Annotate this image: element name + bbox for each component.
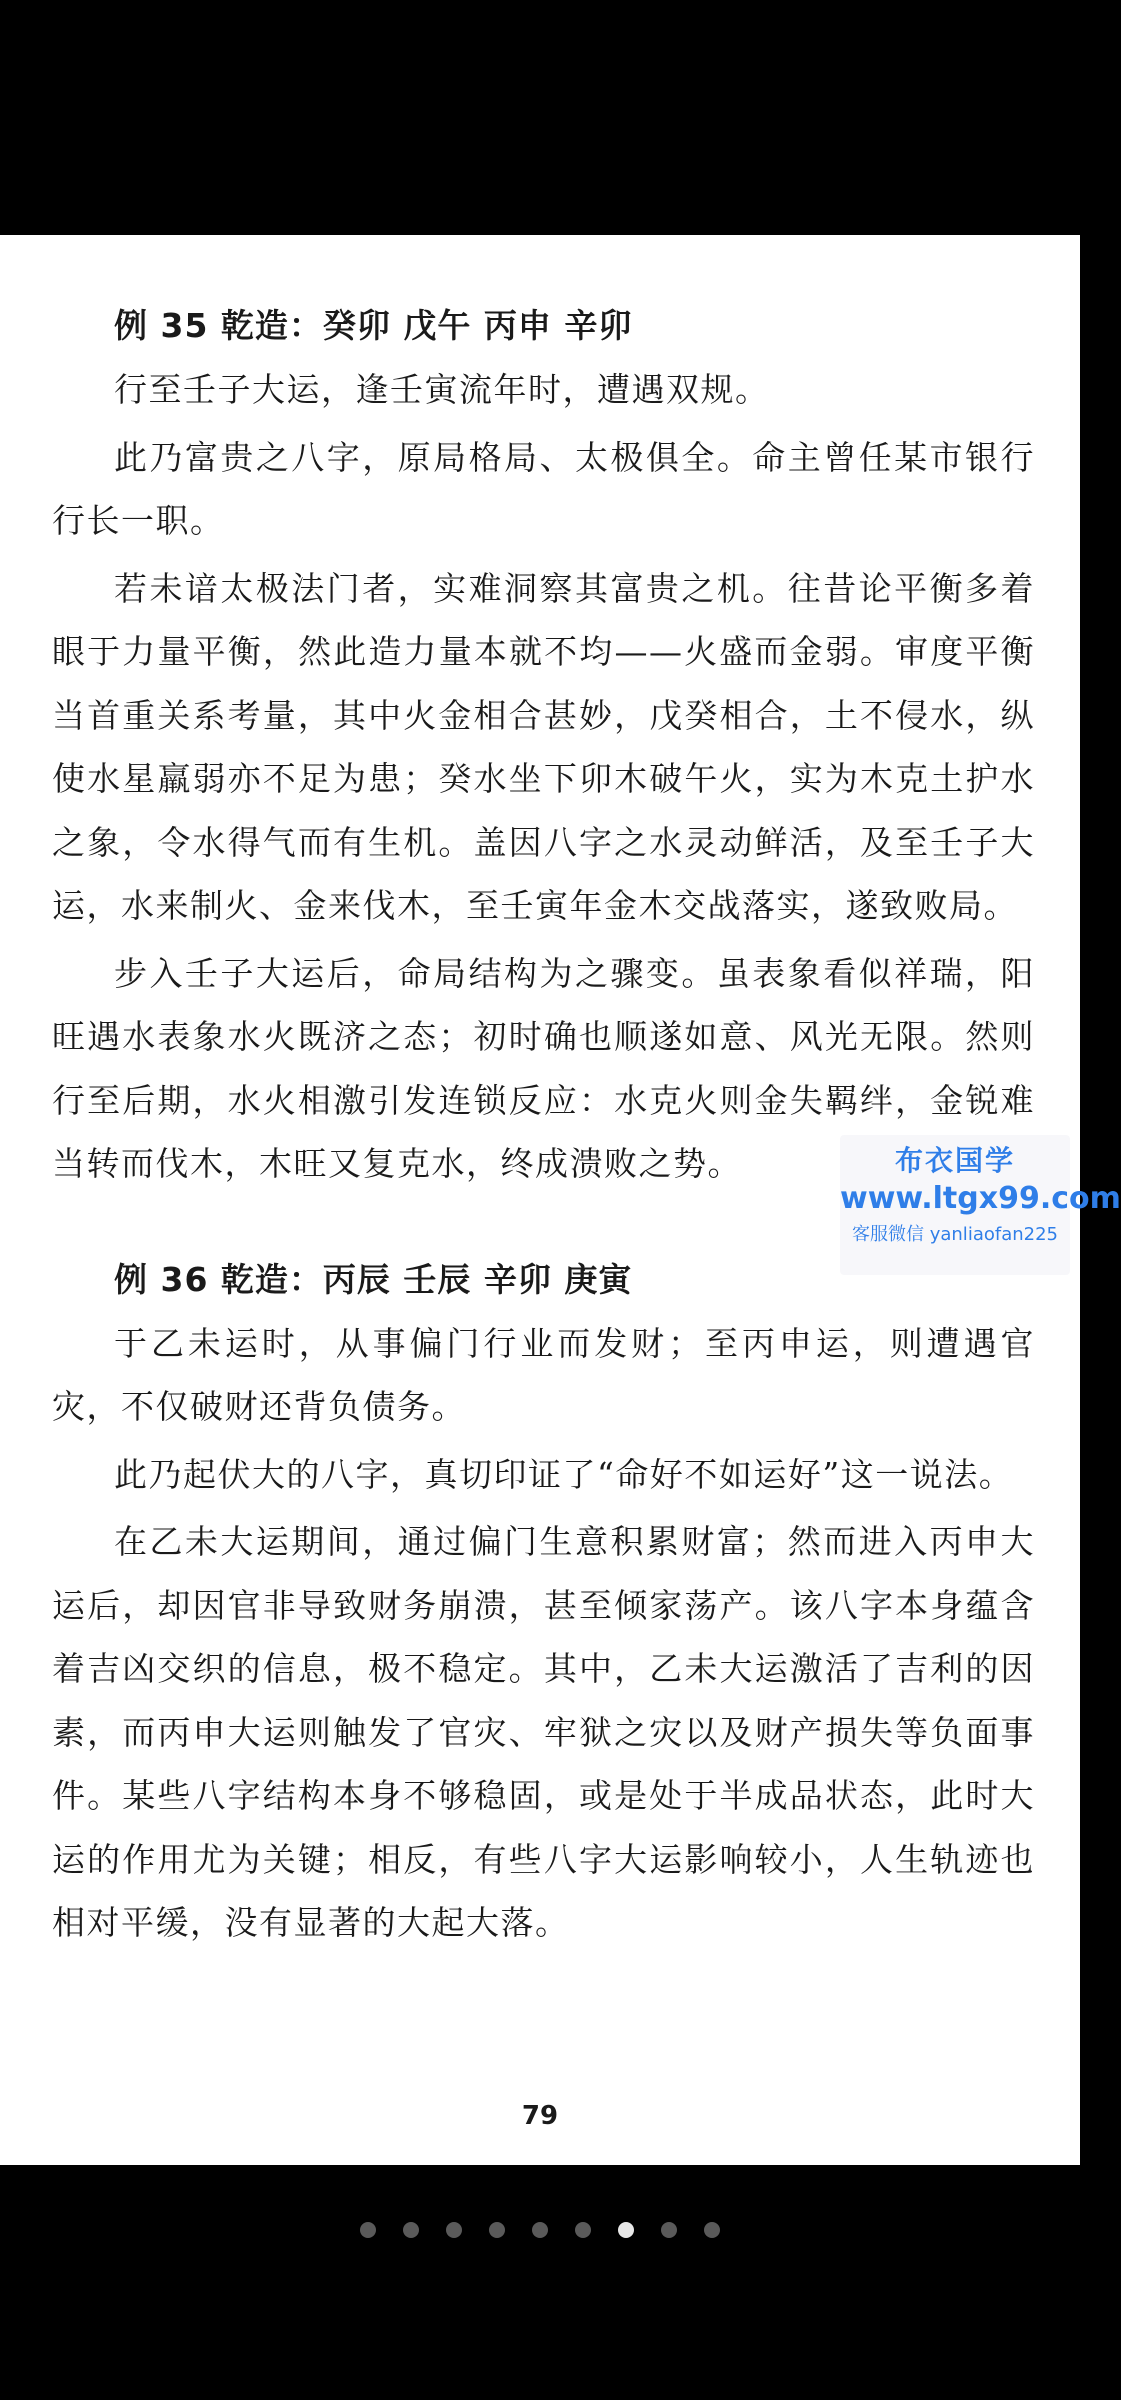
top-black-bar [0,0,1080,235]
page-indicator-dot[interactable] [403,2222,419,2238]
bottom-black-bar [0,2165,1080,2400]
watermark-title: 布衣国学 [894,1144,1015,1177]
example-35-paragraph-3: 若未谙太极法门者，实难洞察其富贵之机。往昔论平衡多着眼于力量平衡，然此造力量本就不均——火盛而金弱。审度平衡当首重关系考量，其中火金相合甚妙，戊癸相合，土不侵水，纵使水星羸弱亦不足为患；癸水坐下卯木破午火，实为木克土护水之象，令水得气而有生机。盖因八字之水灵动鲜活，及至壬子大运，水来制火、金来伐木，至壬寅年金木交战落实，遂致败局。 [52,568,1035,925]
page-indicator-dot[interactable] [446,2222,462,2238]
example-35-paragraph-1: 行至壬子大运，逢壬寅流年时，遭遇双规。 [114,370,770,409]
page-indicator-dot[interactable] [532,2222,548,2238]
example-36-paragraph-1: 于乙未运时，从事偏门行业而发财；至丙申运，则遭遇官灾，不仅破财还背负债务。 [52,1323,1035,1426]
example-36-heading: 例 36 乾造：丙辰 壬辰 辛卯 庚寅 [114,1259,633,1299]
example-36-paragraph-2: 此乃起伏大的八字，真切印证了“命好不如运好”这一说法。 [114,1454,1014,1494]
page-indicator-dot[interactable] [704,2222,720,2238]
example-35-heading: 例 35 乾造：癸卯 戊午 丙申 辛卯 [114,306,633,345]
example-35-paragraph-2: 此乃富贵之八字，原局格局、太极俱全。命主曾任某市银行行长一职。 [52,437,1035,540]
example-35-paragraph-4: 步入壬子大运后，命局结构为之骤变。虽表象看似祥瑞，阳旺遇水表象水火既济之态；初时确也顺遂如意、风光无限。然则行至后期，水火相激引发连锁反应：水克火则金失羁绊，金锐难当转而伐木，木旺又复克水，终成溃败之势。 [52,953,1035,1183]
page-indicator-dot[interactable] [489,2222,505,2238]
page-indicator-dot[interactable] [575,2222,591,2238]
watermark-contact: 客服微信 yanliaofan225 [852,1224,1058,1245]
example-36-paragraph-3: 在乙未大运期间，通过偏门生意积累财富；然而进入丙申大运后，却因官非导致财务崩溃，甚至倾家荡产。该八字本身蕴含着吉凶交织的信息，极不稳定。其中，乙未大运激活了吉利的因素，而丙申大运则触发了官灾、牢狱之灾以及财产损失等负面事件。某些八字结构本身不够稳固，或是处于半成品状态，此时大运的作用尤为关键；相反，有些八字大运影响较小，人生轨迹也相对平缓，没有显著的大起大落。 [52,1522,1035,1942]
page-number: 79 [521,2101,559,2131]
page-indicator[interactable] [0,2222,1080,2238]
page-indicator-dot[interactable] [618,2222,634,2238]
watermark-overlay [840,1135,1121,1275]
watermark-url: www.ltgx99.com [840,1181,1121,1216]
page-indicator-dot[interactable] [661,2222,677,2238]
page-indicator-dot[interactable] [360,2222,376,2238]
